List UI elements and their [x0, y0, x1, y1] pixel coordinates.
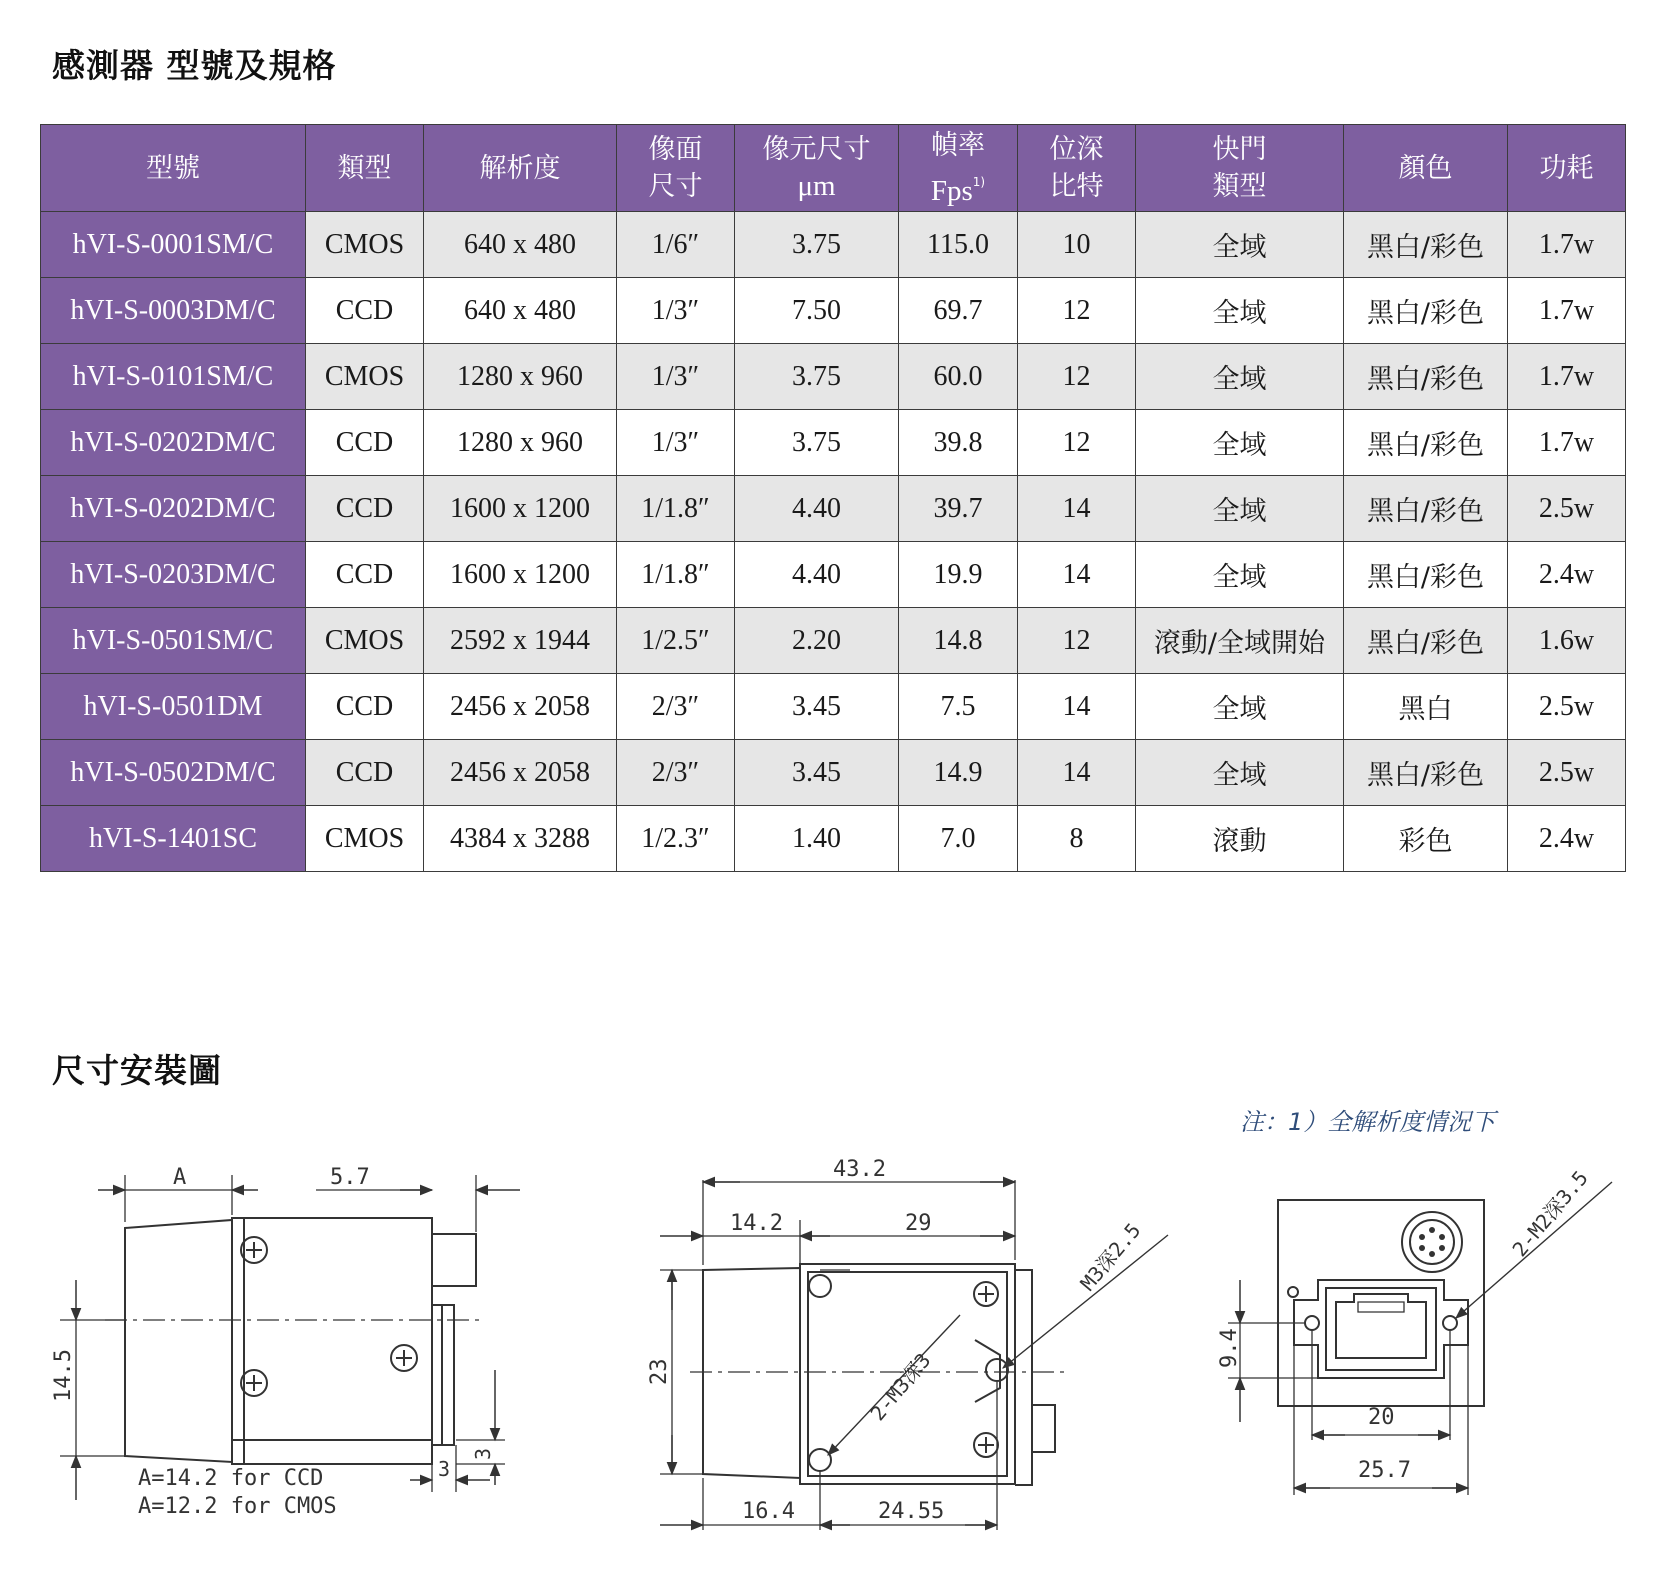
- side-connector-shape: [432, 1234, 476, 1286]
- header-sensor-size-line2: 尺寸: [648, 171, 703, 202]
- table-header-row: [41, 125, 1626, 212]
- cell-shutter: 全域: [1136, 674, 1344, 740]
- header-sensor-size: [617, 125, 735, 212]
- cell-fps: 60.0: [899, 344, 1018, 410]
- top-dim-14-2: 14.2: [730, 1211, 783, 1236]
- cell-power: 1.7w: [1508, 344, 1626, 410]
- cell-type: CCD: [306, 476, 424, 542]
- cell-power: 1.7w: [1508, 278, 1626, 344]
- cell-sensor-size: 1/6″: [617, 212, 735, 278]
- side-dim-5-7: 5.7: [330, 1165, 370, 1190]
- table-row: [41, 806, 1626, 872]
- header-pixel-size: [735, 125, 899, 212]
- cell-pixel-size: 3.45: [735, 740, 899, 806]
- cell-model: hVI-S-0202DM/C: [41, 476, 306, 542]
- header-shutter: [1136, 125, 1344, 212]
- cell-bit-depth: 8: [1018, 806, 1136, 872]
- cell-bit-depth: 12: [1018, 278, 1136, 344]
- cell-resolution: 2456 x 2058: [424, 674, 617, 740]
- header-bit-depth-line2: 比特: [1049, 171, 1104, 202]
- cell-bit-depth: 14: [1018, 542, 1136, 608]
- cell-model: hVI-S-0502DM/C: [41, 740, 306, 806]
- cell-sensor-size: 1/1.8″: [617, 476, 735, 542]
- header-fps: [899, 125, 1018, 212]
- cell-fps: 69.7: [899, 278, 1018, 344]
- header-shutter-line2: 類型: [1212, 171, 1267, 202]
- cell-bit-depth: 12: [1018, 410, 1136, 476]
- header-type: 類型: [306, 125, 424, 212]
- header-resolution: 解析度: [424, 125, 617, 212]
- cell-color: 黑白/彩色: [1344, 410, 1508, 476]
- cell-shutter: 全域: [1136, 476, 1344, 542]
- cell-shutter: 全域: [1136, 542, 1344, 608]
- side-dim-a: A: [173, 1165, 187, 1190]
- cell-fps: 14.9: [899, 740, 1018, 806]
- table-row: [41, 344, 1626, 410]
- cell-resolution: 1280 x 960: [424, 344, 617, 410]
- cell-fps: 19.9: [899, 542, 1018, 608]
- cell-color: 彩色: [1344, 806, 1508, 872]
- header-shutter-line1: 快門: [1212, 134, 1267, 165]
- cell-model: hVI-S-1401SC: [41, 806, 306, 872]
- cell-pixel-size: 3.45: [735, 674, 899, 740]
- side-lens-shape: [125, 1220, 232, 1462]
- side-caption-cmos: A=12.2 for CMOS: [138, 1494, 337, 1519]
- header-pixel-size-line1: 像元尺寸: [762, 134, 871, 165]
- top-dim-24-55: 24.55: [878, 1499, 945, 1524]
- cell-color: 黑白/彩色: [1344, 344, 1508, 410]
- cell-fps: 7.0: [899, 806, 1018, 872]
- header-fps-line1: 幀率: [931, 129, 985, 161]
- cell-pixel-size: 1.40: [735, 806, 899, 872]
- cell-bit-depth: 14: [1018, 674, 1136, 740]
- cell-pixel-size: 2.20: [735, 608, 899, 674]
- screw-icon: [241, 1237, 417, 1396]
- back-label-2-m2-depth-3-5: 2-M2深3.5: [1507, 1165, 1593, 1262]
- mount-hole-icon: [809, 1449, 831, 1471]
- cell-color: 黑白/彩色: [1344, 278, 1508, 344]
- header-color: 顏色: [1344, 125, 1508, 212]
- cell-fps: 14.8: [899, 608, 1018, 674]
- cell-pixel-size: 3.75: [735, 344, 899, 410]
- cell-color: 黑白: [1344, 674, 1508, 740]
- sensor-spec-table: [40, 124, 1626, 872]
- cell-bit-depth: 12: [1018, 608, 1136, 674]
- cell-shutter: 滾動: [1136, 806, 1344, 872]
- cell-sensor-size: 1/3″: [617, 344, 735, 410]
- cell-resolution: 2456 x 2058: [424, 740, 617, 806]
- cell-model: hVI-S-0202DM/C: [41, 410, 306, 476]
- cell-type: CCD: [306, 278, 424, 344]
- cell-fps: 39.8: [899, 410, 1018, 476]
- cell-power: 2.5w: [1508, 740, 1626, 806]
- cell-type: CMOS: [306, 608, 424, 674]
- cell-pixel-size: 7.50: [735, 278, 899, 344]
- header-power: 功耗: [1508, 125, 1626, 212]
- top-dim-23: 23: [647, 1358, 672, 1385]
- cell-model: hVI-S-0001SM/C: [41, 212, 306, 278]
- side-body-shape: [232, 1218, 432, 1464]
- cell-sensor-size: 1/2.3″: [617, 806, 735, 872]
- cell-color: 黑白/彩色: [1344, 740, 1508, 806]
- back-view-drawing: [1228, 1182, 1612, 1495]
- cell-pixel-size: 4.40: [735, 476, 899, 542]
- cell-model: hVI-S-0203DM/C: [41, 542, 306, 608]
- header-bit-depth: [1018, 125, 1136, 212]
- dimension-drawings: [0, 1140, 1665, 1560]
- cell-resolution: 640 x 480: [424, 212, 617, 278]
- header-model: 型號: [41, 125, 306, 212]
- cell-color: 黑白/彩色: [1344, 542, 1508, 608]
- mount-hole-icon: [809, 1275, 831, 1297]
- top-label-2-m3-depth-3: 2-M3深3: [865, 1348, 936, 1426]
- cell-pixel-size: 3.75: [735, 410, 899, 476]
- cell-sensor-size: 1/2.5″: [617, 608, 735, 674]
- table-row: [41, 674, 1626, 740]
- cell-type: CCD: [306, 410, 424, 476]
- cell-power: 1.7w: [1508, 410, 1626, 476]
- cell-sensor-size: 2/3″: [617, 674, 735, 740]
- header-pixel-size-unit: μm: [797, 170, 836, 202]
- mount-hole-icon: [1305, 1316, 1319, 1330]
- table-row: [41, 476, 1626, 542]
- table-row: [41, 542, 1626, 608]
- back-body-shape: [1278, 1200, 1484, 1406]
- cell-power: 2.4w: [1508, 542, 1626, 608]
- cell-model: hVI-S-0003DM/C: [41, 278, 306, 344]
- cell-shutter: 滾動/全域開始: [1136, 608, 1344, 674]
- cell-resolution: 1280 x 960: [424, 410, 617, 476]
- table-row: [41, 278, 1626, 344]
- table-row: [41, 608, 1626, 674]
- cell-pixel-size: 4.40: [735, 542, 899, 608]
- cell-sensor-size: 1/1.8″: [617, 542, 735, 608]
- top-dim-43-2: 43.2: [833, 1157, 886, 1182]
- side-caption-ccd: A=14.2 for CCD: [138, 1466, 324, 1491]
- cell-shutter: 全域: [1136, 740, 1344, 806]
- cell-power: 2.5w: [1508, 674, 1626, 740]
- header-bit-depth-line1: 位深: [1049, 134, 1104, 165]
- cell-shutter: 全域: [1136, 212, 1344, 278]
- header-fps-footnote: 1): [972, 174, 986, 189]
- top-dim-29: 29: [905, 1211, 932, 1236]
- led-indicator-icon: [1288, 1287, 1298, 1297]
- cell-model: hVI-S-0501SM/C: [41, 608, 306, 674]
- cell-sensor-size: 2/3″: [617, 740, 735, 806]
- dimensions-section-title: 尺寸安裝圖: [52, 1051, 222, 1090]
- cell-color: 黑白/彩色: [1344, 212, 1508, 278]
- side-dim-14-5: 14.5: [51, 1349, 76, 1402]
- cell-resolution: 1600 x 1200: [424, 476, 617, 542]
- cell-bit-depth: 14: [1018, 476, 1136, 542]
- cell-resolution: 2592 x 1944: [424, 608, 617, 674]
- cell-fps: 39.7: [899, 476, 1018, 542]
- cell-model: hVI-S-0501DM: [41, 674, 306, 740]
- cell-power: 2.5w: [1508, 476, 1626, 542]
- cell-sensor-size: 1/3″: [617, 278, 735, 344]
- cell-type: CCD: [306, 674, 424, 740]
- cell-bit-depth: 10: [1018, 212, 1136, 278]
- side-dim-3-horizontal: 3: [438, 1457, 451, 1481]
- cell-shutter: 全域: [1136, 410, 1344, 476]
- header-fps-line2: Fps: [930, 174, 973, 207]
- cell-pixel-size: 3.75: [735, 212, 899, 278]
- top-lens-shape: [703, 1268, 800, 1478]
- cell-power: 2.4w: [1508, 806, 1626, 872]
- back-dim-20: 20: [1368, 1405, 1395, 1430]
- cell-fps: 7.5: [899, 674, 1018, 740]
- cell-model: hVI-S-0101SM/C: [41, 344, 306, 410]
- cell-resolution: 4384 x 3288: [424, 806, 617, 872]
- back-dim-9-4: 9.4: [1217, 1328, 1242, 1368]
- cell-type: CCD: [306, 542, 424, 608]
- cell-type: CMOS: [306, 344, 424, 410]
- cell-fps: 115.0: [899, 212, 1018, 278]
- side-view-drawing: [60, 1175, 520, 1500]
- cell-resolution: 640 x 480: [424, 278, 617, 344]
- cell-bit-depth: 14: [1018, 740, 1136, 806]
- cell-resolution: 1600 x 1200: [424, 542, 617, 608]
- cell-color: 黑白/彩色: [1344, 608, 1508, 674]
- ethernet-port-icon: [1336, 1294, 1426, 1358]
- cell-shutter: 全域: [1136, 344, 1344, 410]
- cell-type: CMOS: [306, 806, 424, 872]
- top-label-m3-depth-2-5: M3深2.5: [1075, 1218, 1146, 1296]
- mount-hole-icon: [1443, 1316, 1457, 1330]
- back-dim-25-7: 25.7: [1358, 1458, 1411, 1483]
- cell-type: CCD: [306, 740, 424, 806]
- spec-section-title: 感測器 型號及規格: [52, 46, 337, 85]
- side-dim-3-vertical: 3: [471, 1447, 495, 1460]
- cell-power: 1.6w: [1508, 608, 1626, 674]
- cell-shutter: 全域: [1136, 278, 1344, 344]
- cell-sensor-size: 1/3″: [617, 410, 735, 476]
- header-sensor-size-line1: 像面: [648, 134, 703, 165]
- table-row: [41, 212, 1626, 278]
- cell-power: 1.7w: [1508, 212, 1626, 278]
- mount-hole-icon: [986, 1359, 1008, 1381]
- top-dim-16-4: 16.4: [742, 1499, 795, 1524]
- resolution-footnote: 注：1）全解析度情況下: [1240, 1108, 1496, 1136]
- table-row: [41, 410, 1626, 476]
- cell-bit-depth: 12: [1018, 344, 1136, 410]
- cell-color: 黑白/彩色: [1344, 476, 1508, 542]
- table-row: [41, 740, 1626, 806]
- cell-type: CMOS: [306, 212, 424, 278]
